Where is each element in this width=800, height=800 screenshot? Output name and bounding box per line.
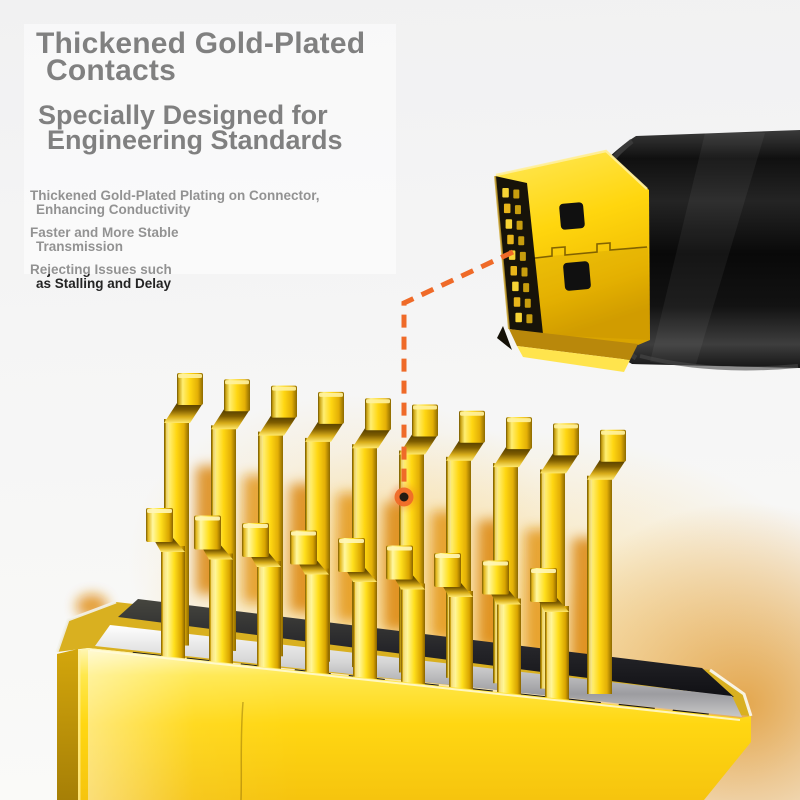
connector-top-hole: [563, 261, 591, 291]
feature-line: as Stalling and Delay: [36, 275, 172, 291]
hdmi-cable-photo: [495, 130, 800, 372]
callout-dot-center: [400, 493, 409, 502]
connector-top-hole: [559, 202, 585, 230]
hdmi-connector-head: [495, 150, 650, 372]
